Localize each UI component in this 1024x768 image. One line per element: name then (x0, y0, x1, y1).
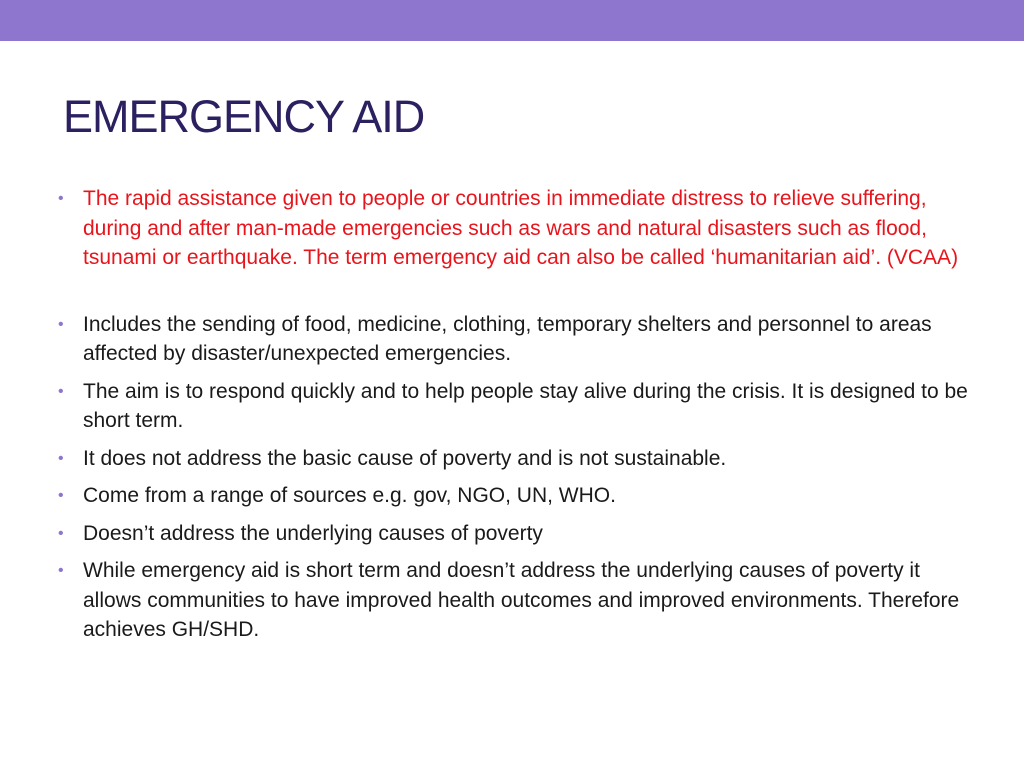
bullet-text: Includes the sending of food, medicine, clothing, temporary shelters and personnel to areas affected by disaster/unexpected emergencies. (83, 312, 932, 365)
bullet-item (58, 556, 978, 645)
bullet-dot-icon: • (58, 382, 64, 400)
bullet-dot-icon: • (58, 562, 64, 579)
bullet-item (58, 519, 978, 549)
bullet-dot-icon: • (58, 487, 64, 504)
bullet-text: The aim is to respond quickly and to help people stay alive during the crisis. It is designed to be short term. (83, 379, 968, 432)
bullet-list (58, 184, 978, 653)
bullet-text: Come from a range of sources e.g. gov, NGO, UN, WHO. (83, 484, 616, 507)
bullet-dot-icon: • (58, 524, 64, 542)
bullet-item-definition (58, 184, 978, 273)
bullet-text: It does not address the basic cause of poverty and is not sustainable. (83, 446, 727, 470)
bullet-dot-icon: • (58, 315, 64, 333)
bullet-item (58, 310, 978, 369)
slide-title: EMERGENCY AID (63, 91, 425, 142)
bullet-item (58, 377, 978, 436)
bullet-dot-icon: • (58, 449, 64, 467)
bullet-text: Doesn’t address the underlying causes of poverty (83, 521, 543, 545)
bullet-item (58, 444, 978, 474)
bullet-item (58, 481, 978, 511)
bullet-text: The rapid assistance given to people or countries in immediate distress to relieve suffering, during and after man-made emergencies such as wars and natural disasters such as flood, tsunami or earthquake. The term emergency aid can also be called ‘humanitarian aid’. (VCAA) (83, 187, 959, 269)
bullet-text: While emergency aid is short term and doesn’t address the underlying causes of poverty it allows communities to have improved health outcomes and improved environments. Therefore achieves GH/SHD. (83, 559, 960, 641)
bullet-dot-icon: • (58, 190, 64, 207)
top-accent-bar (0, 0, 1024, 41)
